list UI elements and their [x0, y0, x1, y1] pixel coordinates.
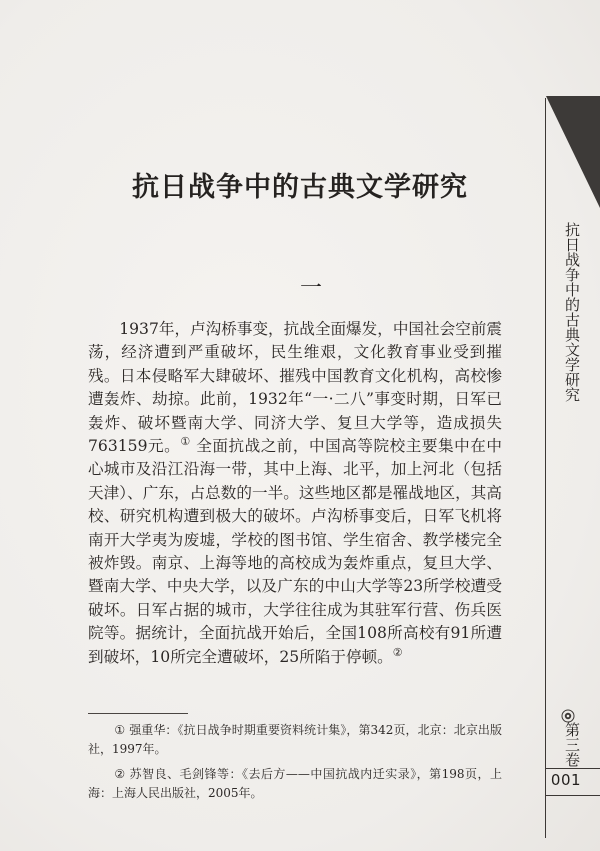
footnote-2 [88, 765, 502, 803]
margin-rule [545, 98, 546, 838]
corner-tab [546, 96, 600, 208]
footnote-text-1: 强重华：《抗日战争时期重要资料统计集》，第342页，北京：北京出版社，1997年。 [88, 723, 502, 756]
page-number: 001 [550, 771, 582, 789]
flower-ornament-icon [561, 709, 575, 723]
footnotes [88, 721, 502, 809]
footnote-reference-1: ① [180, 434, 191, 448]
footnote-marker-2: ② [114, 767, 126, 781]
chapter-title: 抗日战争中的古典文学研究 [132, 172, 468, 203]
paragraph-text-part-1: 1937年，卢沟桥事变，抗战全面爆发，中国社会空前震荡，经济遭到严重破坏，民生维艰，文化教育事业受到摧残。日本侵略军大肆破坏、摧残中国教育文化机构，高校惨遭轰炸、劫掠。此前，1932年“一·二八”事变时期，日军已轰炸、破坏暨南大学、同济大学、复旦大学等，造成损失763159元。 [88, 320, 502, 456]
footnote-1 [88, 721, 502, 759]
body-text [88, 318, 502, 669]
volume-label: 第三卷 [563, 722, 581, 767]
footnote-marker-1: ① [114, 723, 126, 737]
paragraph-text-part-2: 全面抗战之前，中国高等院校主要集中在中心城市及沿江沿海一带，其中上海、北平，加上河北（包括天津）、广东，占总数的一半。这些地区都是罹战地区，其高校、研究机构遭到极大的破坏。卢沟桥事变后，日军飞机将南开大学夷为废墟，学校的图书馆、学生宿舍、教学楼完全被炸毁。南京、上海等地的高校成为轰炸重点，复旦大学、暨南大学、中央大学，以及广东的中山大学等23所学校遭受破坏。日军占据的城市，大学往往成为其驻军行营、伤兵医院等。据统计，全面抗战开始后，全国108所高校有91所遭到破坏，10所完全遭破坏，25所陷于停顿。 [88, 437, 502, 666]
footnote-text-2: 苏智良、毛剑锋等：《去后方——中国抗战内迁实录》，第198页，上海：上海人民出版社，2005年。 [88, 767, 502, 800]
body-paragraph [88, 318, 502, 669]
running-title: 抗日战争中的古典文学研究 [563, 222, 581, 402]
footnote-separator [88, 713, 188, 714]
section-number: 一 [299, 276, 322, 301]
footnote-reference-2: ② [392, 645, 403, 659]
